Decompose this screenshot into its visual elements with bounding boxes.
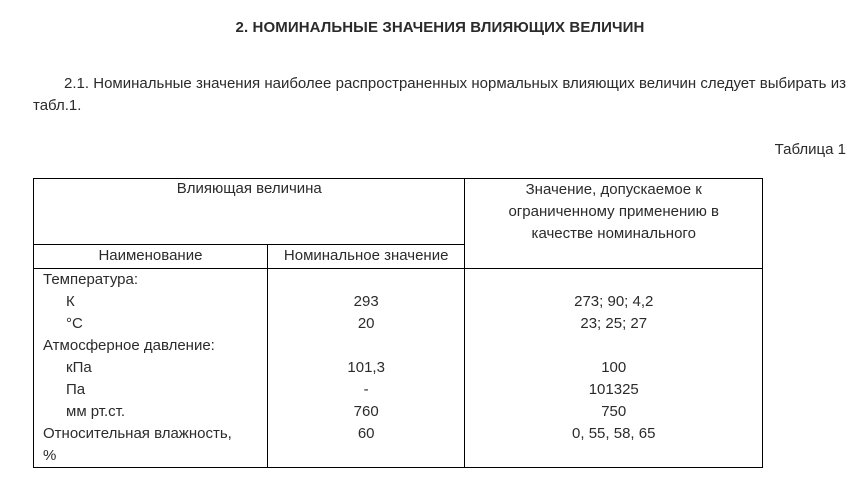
row-allowed-value [465,335,762,357]
row-nominal-value: 760 [353,403,379,420]
row-nominal-value: 101,3 [347,359,385,376]
row-allowed-value: 273; 90; 4,2 [574,293,654,310]
row-nominal-value [268,445,465,467]
header-allowed-value-text: Значение, допускаемое к ограниченному применению в качестве номинального [508,181,720,242]
allowed-column [465,269,763,468]
row-nominal-value: 20 [357,315,375,332]
table-caption: Таблица 1 [774,141,846,158]
row-allowed-value [465,269,762,291]
row-nominal-value [268,335,465,357]
header-influence-quantity: Влияющая величина [34,179,465,245]
header-name: Наименование [34,245,268,269]
row-nominal-value: 60 [357,425,375,442]
row-name: % [43,447,57,464]
row-nominal-value: - [363,381,369,398]
nominal-values-table [33,178,763,468]
row-allowed-value: 101325 [588,381,639,398]
row-allowed-value: 750 [601,403,627,420]
nominal-column [267,269,465,468]
row-name: °С [66,315,83,332]
row-name: Относительная влажность, [43,425,232,442]
row-allowed-value: 0, 55, 58, 65 [572,425,656,442]
row-allowed-value: 23; 25; 27 [580,315,648,332]
row-name: Температура: [43,271,139,288]
section-paragraph: 2.1. Номинальные значения наиболее распространенных нормальных влияющих величин следует выбирать из табл.1. [33,75,846,114]
row-nominal-value: 293 [353,293,379,310]
row-nominal-value [268,269,465,291]
header-allowed-value [465,179,763,269]
section-heading: 2. НОМИНАЛЬНЫЕ ЗНАЧЕНИЯ ВЛИЯЮЩИХ ВЕЛИЧИН [235,19,645,36]
row-allowed-value: 100 [601,359,627,376]
row-allowed-value [465,445,762,467]
name-column [34,269,268,468]
row-name: Па [66,381,86,398]
row-name: К [66,293,75,310]
row-name: кПа [66,359,92,376]
row-name: мм рт.ст. [66,403,126,420]
header-nominal-value: Номинальное значение [267,245,465,269]
row-name: Атмосферное давление: [43,337,215,354]
